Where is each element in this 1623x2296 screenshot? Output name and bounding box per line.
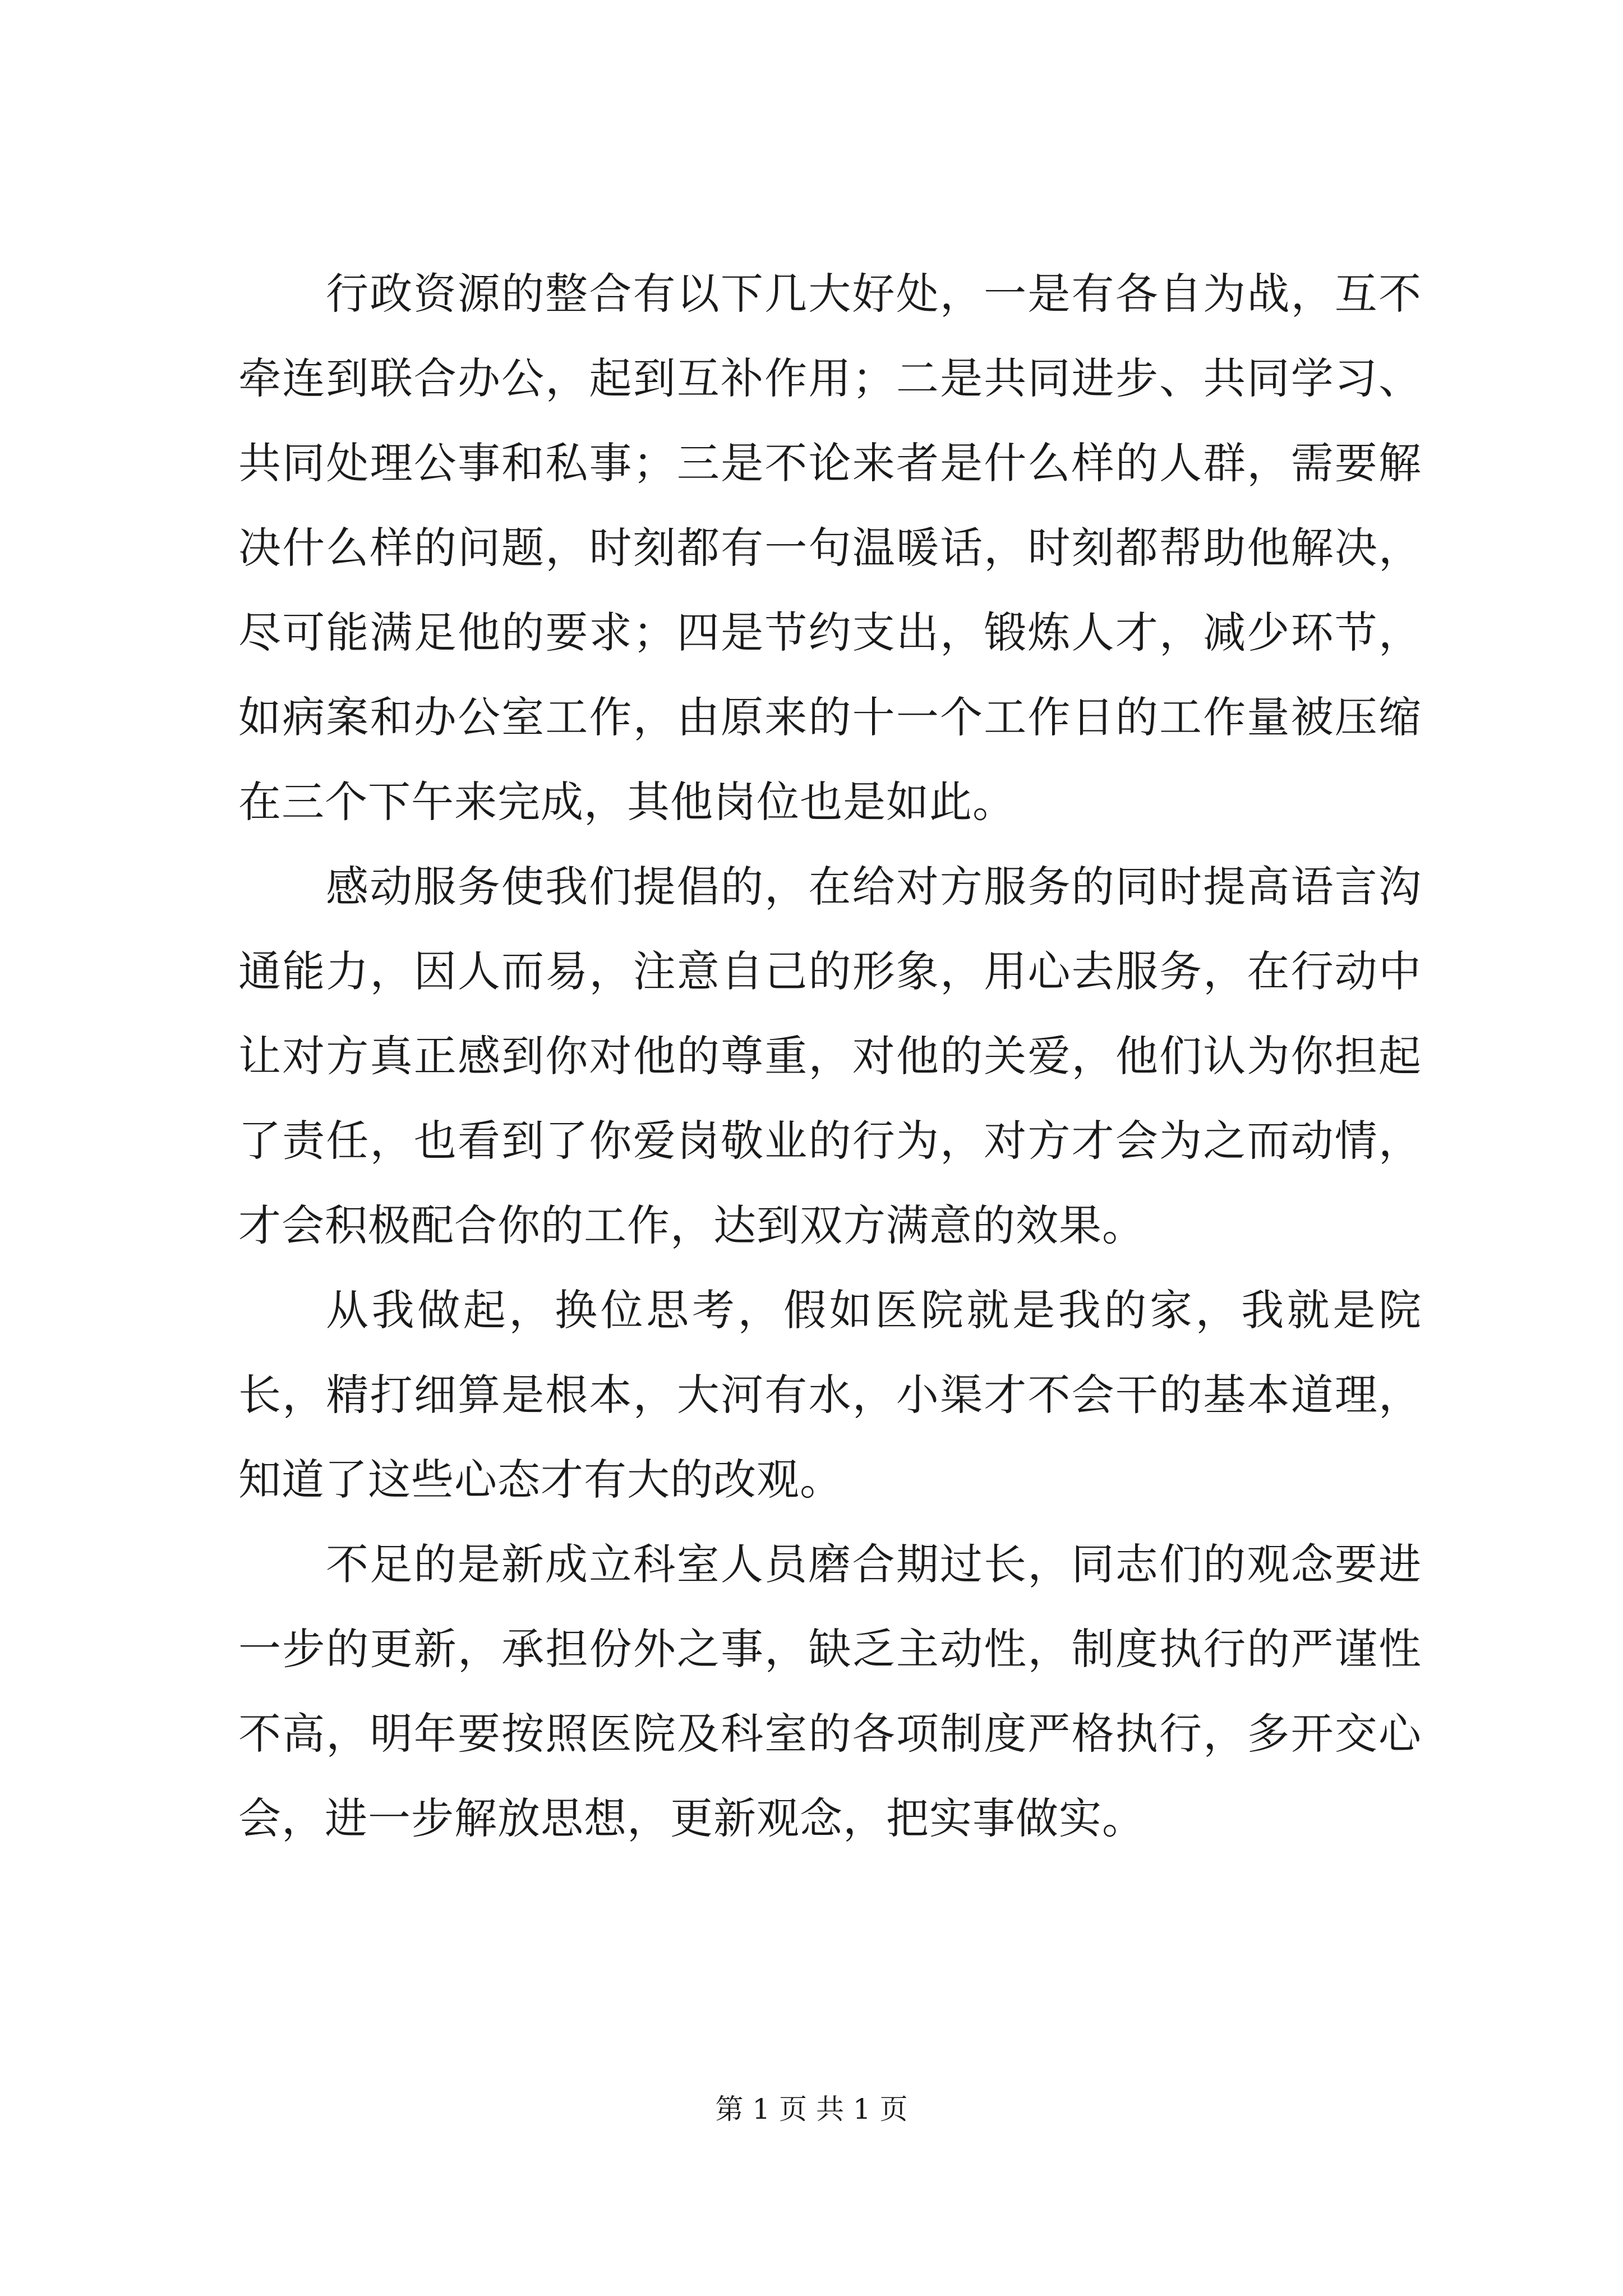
- document-body: [238, 251, 1422, 1861]
- paragraph-4: 不足的是新成立科室人员磨合期过长，同志们的观念要进一步的更新，承担份外之事，缺乏主动性，制度执行的严谨性不高，明年要按照医院及科室的各项制度严格执行，多开交心会，进一步解放思想，更新观念，把实事做实。: [238, 1539, 1422, 1843]
- paragraph-2: 感动服务使我们提倡的，在给对方服务的同时提高语言沟通能力，因人而易，注意自己的形象，用心去服务，在行动中让对方真正感到你对他的尊重，对他的关爱，他们认为你担起了责任，也看到了你爱岗敬业的行为，对方才会为之而动情，才会积极配合你的工作，达到双方满意的效果。: [238, 862, 1422, 1250]
- paragraph-3: 从我做起，换位思考，假如医院就是我的家，我就是院长，精打细算是根本，大河有水，小渠才不会干的基本道理，知道了这些心态才有大的改观。: [238, 1285, 1422, 1504]
- page-number-label: 第 1 页 共 1 页: [715, 2093, 908, 2125]
- page-footer: [0, 2090, 1623, 2129]
- paragraph-1: 行政资源的整合有以下几大好处，一是有各自为战，互不牵连到联合办公，起到互补作用；二是共同进步、共同学习、共同处理公事和私事；三是不论来者是什么样的人群，需要解决什么样的问题，时刻都有一句温暖话，时刻都帮助他解决，尽可能满足他的要求；四是节约支出，锻炼人才，减少环节，如病案和办公室工作，由原来的十一个工作日的工作量被压缩在三个下午来完成，其他岗位也是如此。: [238, 269, 1422, 827]
